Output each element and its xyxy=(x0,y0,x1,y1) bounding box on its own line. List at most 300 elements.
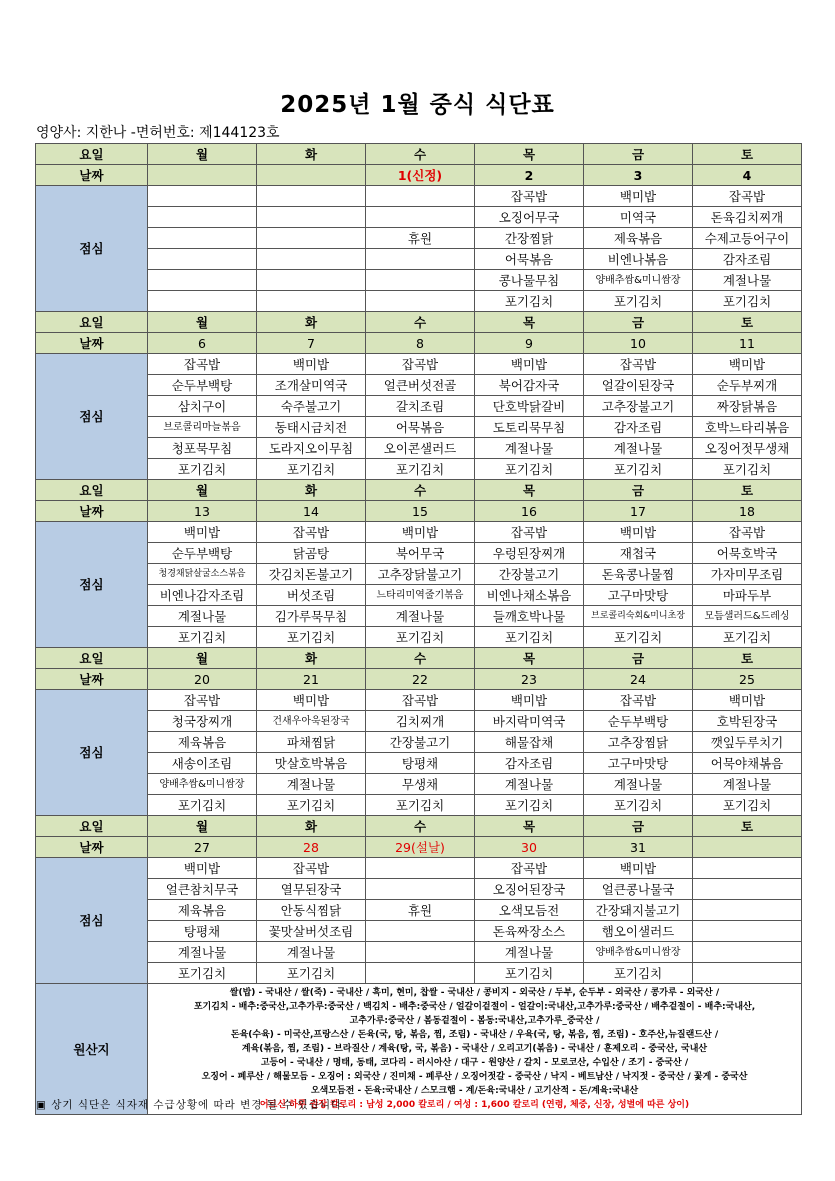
lunch-row xyxy=(36,921,802,942)
date-cell: 23 xyxy=(475,669,584,690)
menu-item: 양배추쌈&미니쌈장 xyxy=(148,774,257,795)
menu-item: 건새우아욱된장국 xyxy=(257,711,366,732)
date-row xyxy=(36,501,802,522)
menu-item xyxy=(366,291,475,312)
date-cell: 1(신정) xyxy=(366,165,475,186)
menu-item: 김가루묵무침 xyxy=(257,606,366,627)
menu-item: 계절나물 xyxy=(475,438,584,459)
date-cell: 20 xyxy=(148,669,257,690)
menu-item: 간장불고기 xyxy=(366,732,475,753)
origin-line: 계육(볶음, 찜, 조림) - 브라질산 / 계육(탕, 국, 볶음) - 국내산 / 오리고기(볶음) - 국내산 / 훈제오리 - 중국산, 국내산 xyxy=(241,1044,708,1054)
menu-item: 청경채닭살굴소스볶음 xyxy=(148,564,257,585)
menu-item xyxy=(366,963,475,984)
meal-plan-table xyxy=(35,143,802,1115)
menu-item: 간장불고기 xyxy=(475,564,584,585)
weekday-row xyxy=(36,480,802,501)
menu-item: 포기김치 xyxy=(148,963,257,984)
menu-item: 감자조림 xyxy=(693,249,802,270)
weekday-cell: 월 xyxy=(148,816,257,837)
menu-item: 포기김치 xyxy=(257,627,366,648)
date-cell: 18 xyxy=(693,501,802,522)
menu-item: 포기김치 xyxy=(475,291,584,312)
menu-item: 백미밥 xyxy=(475,354,584,375)
calorie-note: 어르신 하루 권장 칼로리 : 남성 2,000 칼로리 / 여성 : 1,600 칼로리 (연령, 체중, 신장, 성별에 따른 상이) xyxy=(259,1100,690,1110)
weekday-cell: 화 xyxy=(257,816,366,837)
menu-item: 계절나물 xyxy=(693,270,802,291)
weekday-cell: 월 xyxy=(148,480,257,501)
menu-item xyxy=(257,270,366,291)
menu-item: 비엔나볶음 xyxy=(584,249,693,270)
menu-item: 포기김치 xyxy=(366,459,475,480)
menu-item: 짜장닭볶음 xyxy=(693,396,802,417)
date-label: 날짜 xyxy=(36,501,148,522)
menu-item: 삼치구이 xyxy=(148,396,257,417)
menu-item: 김치찌개 xyxy=(366,711,475,732)
menu-item: 우렁된장찌개 xyxy=(475,543,584,564)
menu-item: 포기김치 xyxy=(257,795,366,816)
menu-item: 포기김치 xyxy=(475,627,584,648)
menu-item: 포기김치 xyxy=(475,459,584,480)
menu-item: 포기김치 xyxy=(693,459,802,480)
menu-item: 계절나물 xyxy=(366,606,475,627)
menu-item xyxy=(366,249,475,270)
menu-item: 탕평채 xyxy=(148,921,257,942)
menu-item: 순두부찌개 xyxy=(693,375,802,396)
weekday-cell: 토 xyxy=(693,480,802,501)
menu-item: 순두부백탕 xyxy=(148,543,257,564)
menu-item: 백미밥 xyxy=(366,522,475,543)
lunch-row xyxy=(36,438,802,459)
date-cell xyxy=(257,165,366,186)
lunch-row xyxy=(36,270,802,291)
date-cell: 27 xyxy=(148,837,257,858)
menu-item: 백미밥 xyxy=(584,858,693,879)
weekday-cell: 토 xyxy=(693,312,802,333)
lunch-row xyxy=(36,249,802,270)
weekday-cell: 목 xyxy=(475,816,584,837)
menu-item: 포기김치 xyxy=(148,627,257,648)
menu-item: 백미밥 xyxy=(584,186,693,207)
menu-item: 북어무국 xyxy=(366,543,475,564)
menu-item xyxy=(257,207,366,228)
lunch-label: 점심 xyxy=(36,354,148,480)
menu-item: 오징어무국 xyxy=(475,207,584,228)
menu-item xyxy=(257,186,366,207)
origin-line: 고등어 - 국내산 / 명태, 동태, 코다리 - 러시아산 / 대구 - 원양산 / 갈치 - 모로코산, 수입산 / 조기 - 중국산 / xyxy=(260,1058,689,1068)
menu-item: 포기김치 xyxy=(257,459,366,480)
page-title: 2025년 1월 중식 식단표 xyxy=(280,92,555,118)
lunch-row xyxy=(36,396,802,417)
menu-item: 해물잡채 xyxy=(475,732,584,753)
menu-item: 탕평채 xyxy=(366,753,475,774)
menu-item: 비엔나채소볶음 xyxy=(475,585,584,606)
menu-item: 양배추쌈&미니쌈장 xyxy=(584,942,693,963)
origin-line: 고추가루:중국산 / 봄동겉절이 - 봄동:국내산,고추가루_중국산 / xyxy=(349,1016,600,1026)
weekday-cell: 금 xyxy=(584,816,693,837)
lunch-row xyxy=(36,375,802,396)
menu-item: 브로콜리숙회&미니초장 xyxy=(584,606,693,627)
weekday-row xyxy=(36,144,802,165)
date-cell: 7 xyxy=(257,333,366,354)
weekday-cell: 화 xyxy=(257,480,366,501)
origin-line: 오색모듬전 - 돈육:국내산 / 스모크햄 - 계/돈육:국내산 / 고기산적 - 돈/계육:국내산 xyxy=(310,1086,639,1096)
date-cell: 17 xyxy=(584,501,693,522)
menu-item: 포기김치 xyxy=(475,795,584,816)
menu-item: 잡곡밥 xyxy=(693,522,802,543)
date-cell: 10 xyxy=(584,333,693,354)
menu-item: 청국장찌개 xyxy=(148,711,257,732)
menu-item: 고구마맛탕 xyxy=(584,753,693,774)
menu-item: 백미밥 xyxy=(257,690,366,711)
menu-item: 수제고등어구이 xyxy=(693,228,802,249)
menu-item: 감자조림 xyxy=(584,417,693,438)
lunch-row xyxy=(36,690,802,711)
weekday-cell: 수 xyxy=(366,480,475,501)
menu-item: 파채찜닭 xyxy=(257,732,366,753)
origin-label: 원산지 xyxy=(36,984,148,1115)
menu-item: 계절나물 xyxy=(257,942,366,963)
menu-item: 닭곰탕 xyxy=(257,543,366,564)
origin-info xyxy=(148,984,802,1115)
date-cell: 28 xyxy=(257,837,366,858)
menu-item: 미역국 xyxy=(584,207,693,228)
menu-item: 포기김치 xyxy=(584,291,693,312)
date-cell: 3 xyxy=(584,165,693,186)
origin-row xyxy=(36,984,802,1115)
date-cell: 29(설날) xyxy=(366,837,475,858)
menu-item xyxy=(693,858,802,879)
menu-item: 고구마맛탕 xyxy=(584,585,693,606)
menu-item: 양배추쌈&미니쌈장 xyxy=(584,270,693,291)
menu-item: 돈육짜장소스 xyxy=(475,921,584,942)
menu-item: 햄오이샐러드 xyxy=(584,921,693,942)
menu-item: 포기김치 xyxy=(693,795,802,816)
date-cell: 15 xyxy=(366,501,475,522)
menu-item: 잡곡밥 xyxy=(366,690,475,711)
origin-line: 포기김치 - 배추:중국산,고추가루:중국산 / 백김치 - 배추:중국산 / 얼갈이겉절이 - 얼갈이:국내산,고추가루:중국산 / 배추겉절이 - 배추:국내산, xyxy=(193,1002,756,1012)
lunch-row xyxy=(36,900,802,921)
menu-item: 휴원 xyxy=(366,228,475,249)
menu-item xyxy=(693,942,802,963)
menu-item: 제육볶음 xyxy=(148,732,257,753)
lunch-row xyxy=(36,459,802,480)
date-cell xyxy=(693,837,802,858)
date-row xyxy=(36,669,802,690)
menu-item: 고추장닭불고기 xyxy=(366,564,475,585)
menu-item xyxy=(366,879,475,900)
menu-item: 잡곡밥 xyxy=(148,690,257,711)
menu-item: 오징어된장국 xyxy=(475,879,584,900)
menu-item: 조개살미역국 xyxy=(257,375,366,396)
weekday-cell: 월 xyxy=(148,312,257,333)
menu-item: 가자미무조림 xyxy=(693,564,802,585)
menu-item: 도토리묵무침 xyxy=(475,417,584,438)
weekday-cell: 목 xyxy=(475,648,584,669)
menu-item xyxy=(693,879,802,900)
date-cell: 4 xyxy=(693,165,802,186)
weekday-cell: 수 xyxy=(366,648,475,669)
menu-item: 백미밥 xyxy=(257,354,366,375)
menu-item: 돈육김치찌개 xyxy=(693,207,802,228)
menu-item: 오징어젓무생채 xyxy=(693,438,802,459)
weekday-label: 요일 xyxy=(36,312,148,333)
weekday-cell: 금 xyxy=(584,144,693,165)
date-label: 날짜 xyxy=(36,837,148,858)
lunch-row xyxy=(36,879,802,900)
footnote: ▣ 상기 식단은 식자재 수급상황에 따라 변경 될 수 있습니다. xyxy=(36,1099,347,1111)
menu-item xyxy=(693,900,802,921)
origin-line: 돈육(수육) - 미국산,프랑스산 / 돈육(국, 탕, 볶음, 찜, 조림) - 국내산 / 우육(국, 탕, 볶음, 찜, 조림) - 호주산,뉴질랜드산 / xyxy=(230,1030,719,1040)
menu-item: 버섯조림 xyxy=(257,585,366,606)
date-cell: 11 xyxy=(693,333,802,354)
menu-item: 어묵볶음 xyxy=(366,417,475,438)
date-cell: 25 xyxy=(693,669,802,690)
lunch-row xyxy=(36,732,802,753)
date-cell: 13 xyxy=(148,501,257,522)
date-row xyxy=(36,837,802,858)
menu-item: 재첩국 xyxy=(584,543,693,564)
menu-item: 계절나물 xyxy=(584,774,693,795)
menu-item xyxy=(366,858,475,879)
menu-item xyxy=(366,921,475,942)
lunch-row xyxy=(36,753,802,774)
menu-item xyxy=(366,270,475,291)
origin-line: 오징어 - 페루산 / 해물모듬 - 오징어 : 외국산 / 진미채 - 페루산 / 오징어젓갈 - 중국산 / 낙지 - 베트남산 / 낙지젓 - 중국산 / 꽃게 - 중국산 xyxy=(201,1072,748,1082)
dietitian-info: 영양사: 지한나 -면허번호: 제144123호 xyxy=(36,125,280,141)
menu-item: 들깨호박나물 xyxy=(475,606,584,627)
menu-item: 포기김치 xyxy=(584,963,693,984)
menu-item: 고추장찜닭 xyxy=(584,732,693,753)
lunch-label: 점심 xyxy=(36,186,148,312)
menu-item: 포기김치 xyxy=(366,627,475,648)
menu-item: 브로콜리마늘볶음 xyxy=(148,417,257,438)
menu-item: 포기김치 xyxy=(475,963,584,984)
menu-item: 포기김치 xyxy=(366,795,475,816)
date-cell: 22 xyxy=(366,669,475,690)
menu-item: 비엔나감자조림 xyxy=(148,585,257,606)
date-label: 날짜 xyxy=(36,333,148,354)
menu-item: 계절나물 xyxy=(257,774,366,795)
menu-item: 얼큰참치무국 xyxy=(148,879,257,900)
date-cell: 8 xyxy=(366,333,475,354)
menu-item xyxy=(257,249,366,270)
menu-item: 어묵볶음 xyxy=(475,249,584,270)
lunch-row xyxy=(36,291,802,312)
menu-item: 잡곡밥 xyxy=(257,858,366,879)
menu-item: 간장찜닭 xyxy=(475,228,584,249)
date-cell: 21 xyxy=(257,669,366,690)
menu-item: 계절나물 xyxy=(584,438,693,459)
menu-item: 계절나물 xyxy=(148,606,257,627)
menu-item: 간장돼지불고기 xyxy=(584,900,693,921)
date-cell: 16 xyxy=(475,501,584,522)
menu-item xyxy=(148,228,257,249)
lunch-row xyxy=(36,795,802,816)
lunch-row xyxy=(36,711,802,732)
menu-item: 갓김치돈불고기 xyxy=(257,564,366,585)
menu-item xyxy=(366,186,475,207)
origin-line: 쌀(밥) - 국내산 / 쌀(죽) - 국내산 / 흑미, 현미, 찹쌀 - 국내산 / 콩비지 - 외국산 / 두부, 순두부 - 외국산 / 콩가루 - 외국산 / xyxy=(229,988,720,998)
menu-item: 단호박닭갈비 xyxy=(475,396,584,417)
menu-item: 포기김치 xyxy=(257,963,366,984)
menu-item: 얼큰버섯전골 xyxy=(366,375,475,396)
weekday-cell: 금 xyxy=(584,480,693,501)
menu-item: 바지락미역국 xyxy=(475,711,584,732)
lunch-row xyxy=(36,627,802,648)
weekday-cell: 수 xyxy=(366,816,475,837)
date-cell: 31 xyxy=(584,837,693,858)
weekday-row xyxy=(36,648,802,669)
menu-item: 잡곡밥 xyxy=(148,354,257,375)
menu-item xyxy=(257,291,366,312)
weekday-cell: 화 xyxy=(257,648,366,669)
menu-item xyxy=(148,270,257,291)
menu-item: 포기김치 xyxy=(584,627,693,648)
menu-item xyxy=(148,186,257,207)
menu-item: 도라지오이무침 xyxy=(257,438,366,459)
lunch-row xyxy=(36,207,802,228)
lunch-row xyxy=(36,228,802,249)
menu-item xyxy=(148,249,257,270)
weekday-label: 요일 xyxy=(36,480,148,501)
menu-item: 꽃맛살버섯조림 xyxy=(257,921,366,942)
weekday-label: 요일 xyxy=(36,648,148,669)
menu-item: 계절나물 xyxy=(148,942,257,963)
menu-item: 돈육콩나물찜 xyxy=(584,564,693,585)
date-cell: 9 xyxy=(475,333,584,354)
menu-item: 잡곡밥 xyxy=(584,354,693,375)
lunch-label: 점심 xyxy=(36,858,148,984)
date-cell: 24 xyxy=(584,669,693,690)
weekday-cell: 토 xyxy=(693,816,802,837)
menu-item: 포기김치 xyxy=(584,795,693,816)
lunch-row xyxy=(36,186,802,207)
weekday-row xyxy=(36,312,802,333)
menu-item: 잡곡밥 xyxy=(693,186,802,207)
date-label: 날짜 xyxy=(36,669,148,690)
menu-item: 백미밥 xyxy=(693,354,802,375)
menu-item: 백미밥 xyxy=(148,858,257,879)
menu-item: 어묵호박국 xyxy=(693,543,802,564)
menu-item xyxy=(693,963,802,984)
weekday-cell: 월 xyxy=(148,648,257,669)
menu-item: 포기김치 xyxy=(148,795,257,816)
menu-item: 마파두부 xyxy=(693,585,802,606)
menu-item: 잡곡밥 xyxy=(475,186,584,207)
menu-item xyxy=(366,207,475,228)
menu-item: 무생채 xyxy=(366,774,475,795)
menu-item: 잡곡밥 xyxy=(475,522,584,543)
date-row xyxy=(36,333,802,354)
menu-item: 순두부백탕 xyxy=(148,375,257,396)
date-cell xyxy=(148,165,257,186)
lunch-label: 점심 xyxy=(36,690,148,816)
menu-item: 순두부백탕 xyxy=(584,711,693,732)
weekday-row xyxy=(36,816,802,837)
menu-item: 백미밥 xyxy=(475,690,584,711)
weekday-cell: 월 xyxy=(148,144,257,165)
menu-item: 청포묵무침 xyxy=(148,438,257,459)
menu-item: 모듬샐러드&드레싱 xyxy=(693,606,802,627)
menu-item: 얼큰콩나물국 xyxy=(584,879,693,900)
lunch-row xyxy=(36,606,802,627)
weekday-label: 요일 xyxy=(36,144,148,165)
weekday-cell: 목 xyxy=(475,480,584,501)
menu-item xyxy=(148,207,257,228)
menu-item: 잡곡밥 xyxy=(475,858,584,879)
menu-item xyxy=(257,228,366,249)
menu-item: 콩나물무침 xyxy=(475,270,584,291)
lunch-row xyxy=(36,585,802,606)
weekday-cell: 화 xyxy=(257,144,366,165)
menu-item: 얼갈이된장국 xyxy=(584,375,693,396)
menu-item: 숙주불고기 xyxy=(257,396,366,417)
lunch-label: 점심 xyxy=(36,522,148,648)
date-cell: 6 xyxy=(148,333,257,354)
menu-item: 제육볶음 xyxy=(148,900,257,921)
menu-item: 어묵야채볶음 xyxy=(693,753,802,774)
weekday-cell: 금 xyxy=(584,648,693,669)
date-cell: 30 xyxy=(475,837,584,858)
menu-item: 계절나물 xyxy=(475,774,584,795)
menu-item: 맛살호박볶음 xyxy=(257,753,366,774)
lunch-row xyxy=(36,354,802,375)
menu-item: 호박된장국 xyxy=(693,711,802,732)
menu-item: 느타리미역줄기볶음 xyxy=(366,585,475,606)
lunch-row xyxy=(36,942,802,963)
menu-item: 포기김치 xyxy=(584,459,693,480)
menu-item: 북어감자국 xyxy=(475,375,584,396)
lunch-row xyxy=(36,774,802,795)
menu-item: 백미밥 xyxy=(584,522,693,543)
menu-item: 휴원 xyxy=(366,900,475,921)
weekday-cell: 수 xyxy=(366,144,475,165)
menu-item: 오이콘샐러드 xyxy=(366,438,475,459)
menu-item: 포기김치 xyxy=(693,291,802,312)
weekday-cell: 수 xyxy=(366,312,475,333)
menu-item: 고추장불고기 xyxy=(584,396,693,417)
weekday-cell: 금 xyxy=(584,312,693,333)
menu-item: 계절나물 xyxy=(693,774,802,795)
menu-item: 계절나물 xyxy=(475,942,584,963)
menu-item: 호박느타리볶음 xyxy=(693,417,802,438)
menu-item xyxy=(148,291,257,312)
weekday-label: 요일 xyxy=(36,816,148,837)
menu-item: 잡곡밥 xyxy=(366,354,475,375)
menu-item: 제육볶음 xyxy=(584,228,693,249)
lunch-row xyxy=(36,417,802,438)
menu-item xyxy=(693,921,802,942)
menu-item: 오색모듬전 xyxy=(475,900,584,921)
date-cell: 14 xyxy=(257,501,366,522)
menu-item: 새송이조림 xyxy=(148,753,257,774)
lunch-row xyxy=(36,963,802,984)
weekday-cell: 목 xyxy=(475,312,584,333)
menu-item: 감자조림 xyxy=(475,753,584,774)
menu-item: 깻잎두루치기 xyxy=(693,732,802,753)
lunch-row xyxy=(36,858,802,879)
menu-item: 갈치조림 xyxy=(366,396,475,417)
lunch-row xyxy=(36,564,802,585)
lunch-row xyxy=(36,522,802,543)
date-label: 날짜 xyxy=(36,165,148,186)
date-row xyxy=(36,165,802,186)
menu-item: 열무된장국 xyxy=(257,879,366,900)
menu-item: 백미밥 xyxy=(693,690,802,711)
date-cell: 2 xyxy=(475,165,584,186)
menu-item: 동태시금치전 xyxy=(257,417,366,438)
menu-item: 잡곡밥 xyxy=(584,690,693,711)
